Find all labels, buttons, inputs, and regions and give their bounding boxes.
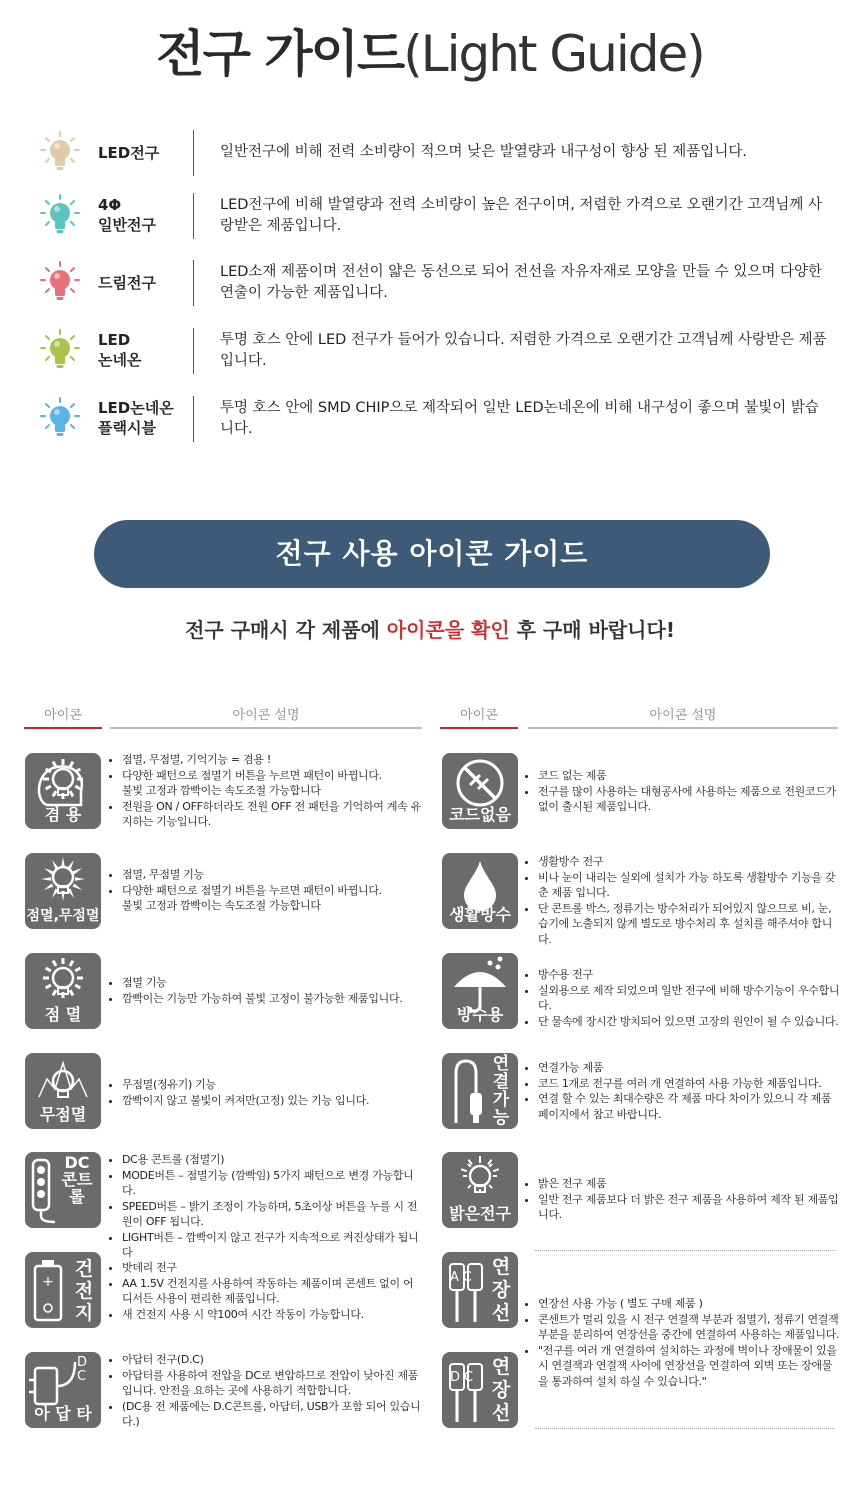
bulb-icon bbox=[40, 260, 80, 306]
icon-label: 연장선 bbox=[491, 1256, 511, 1324]
icon-label: 생활방수 bbox=[449, 905, 511, 924]
desc-line: • 무점멸(정유기) 기능 bbox=[122, 1077, 422, 1093]
type-divider bbox=[193, 396, 194, 442]
desc-list bbox=[112, 1352, 422, 1430]
icon-tile-right bbox=[442, 953, 518, 1029]
desc-line: • 콘센트가 멀리 있을 시 전구 연결잭 부분과 점멸기, 정류기 연결잭 부분을 분리하여 연장선을 중간에 연결하여 사용하는 제품입니다. bbox=[538, 1312, 840, 1343]
desc-line: • 깜빡이지 않고 불빛이 켜져만(고정) 있는 기능 입니다. bbox=[122, 1093, 422, 1109]
desc-line: • LIGHT버튼 – 깜빡이지 않고 전구가 지속적으로 켜진상태가 됩니다 bbox=[122, 1230, 422, 1261]
icon-tile-right bbox=[442, 1152, 518, 1228]
desc-line: • 점멸 기능 bbox=[122, 975, 422, 991]
type-divider bbox=[193, 260, 194, 306]
svg-text:+: + bbox=[42, 1274, 54, 1290]
desc-list bbox=[528, 1296, 840, 1389]
icon-label: 점 멸 bbox=[44, 1005, 82, 1024]
icon-label: 방수용 bbox=[456, 1005, 504, 1024]
header-icon-left: 아이콘 bbox=[44, 708, 82, 723]
icon-desc-left bbox=[112, 1352, 422, 1430]
bulb-type-name: LED 논네온 bbox=[98, 331, 142, 369]
icon-label: 코드없음 bbox=[449, 805, 511, 824]
icon-desc-left bbox=[112, 867, 422, 914]
desc-list bbox=[528, 768, 840, 815]
header-icon-right: 아이콘 bbox=[460, 708, 498, 723]
purchase-notice bbox=[0, 614, 860, 643]
bulb-type-row bbox=[0, 328, 860, 388]
desc-line: • DC용 콘트롤 (점멸기) bbox=[122, 1152, 422, 1168]
desc-list bbox=[112, 1077, 422, 1108]
bulb-type-desc: 일반전구에 비해 전력 소비량이 적으며 낮은 발열량과 내구성이 향상 된 제품입니다. bbox=[220, 144, 747, 160]
desc-line: • 연결가능 제품 bbox=[538, 1060, 840, 1076]
desc-line: • 연결 할 수 있는 최대수량은 각 제품 마다 차이가 있으니 각 제품 페이지에서 참고 바랍니다. bbox=[538, 1091, 840, 1122]
desc-list bbox=[528, 854, 840, 947]
bulb-type-name: LED전구 bbox=[98, 144, 160, 162]
icon-label: 겸 용 bbox=[44, 805, 82, 824]
icon-desc-right bbox=[528, 1060, 840, 1122]
icon-desc-left bbox=[112, 1260, 422, 1322]
type-divider bbox=[193, 328, 194, 374]
icon-tile-right bbox=[442, 1053, 518, 1129]
icon-label: 밝은전구 bbox=[449, 1204, 511, 1223]
bulb-type-row bbox=[0, 193, 860, 253]
desc-line: • AA 1.5V 건전지를 사용하여 작동하는 제품이며 콘센트 없이 어디서든 사용이 편리한 제품입니다. bbox=[122, 1276, 422, 1307]
bulb-type-row bbox=[0, 260, 860, 320]
type-divider bbox=[193, 130, 194, 176]
bulb-type-name: LED논네온 플랙시블 bbox=[98, 399, 174, 437]
header-desc-right: 아이콘 설명 bbox=[649, 708, 717, 723]
title-korean: 전구 가이드 bbox=[156, 25, 404, 83]
desc-line: • 점멸, 무점멸, 기억기능 = 겸용 ! bbox=[122, 752, 422, 768]
desc-line: • 단 물속에 장시간 방치되어 있으면 고장의 원인이 될 수 있습니다. bbox=[538, 1014, 840, 1030]
page-title bbox=[0, 14, 860, 86]
dotted-divider bbox=[535, 1428, 835, 1429]
header-underline-right-icon bbox=[440, 727, 518, 729]
icon-tile-left bbox=[25, 1053, 101, 1129]
bulb-icon bbox=[40, 328, 80, 374]
desc-list bbox=[112, 867, 422, 914]
desc-line: • 새 건전지 사용 시 약100여 시간 작동이 가능합니다. bbox=[122, 1307, 422, 1323]
desc-line: • 아답터 전구(D.C) bbox=[122, 1352, 422, 1368]
notice-highlight: 아이콘을 확인 bbox=[386, 618, 510, 642]
icon-tile-extension bbox=[442, 1252, 518, 1328]
header-underline-left-desc bbox=[110, 727, 422, 729]
desc-line: • MODE버튼 – 점멸기능 (깜빡임) 5가지 패턴으로 변경 가능합니다. bbox=[122, 1168, 422, 1199]
desc-list bbox=[528, 1060, 840, 1122]
desc-line: • 연장선 사용 가능 ( 별도 구매 제품 ) bbox=[538, 1296, 840, 1312]
icon-label: 건전지 bbox=[74, 1258, 94, 1324]
dotted-divider bbox=[535, 1250, 835, 1251]
icon-label: 점멸,무점멸 bbox=[26, 908, 100, 924]
icon-desc-right bbox=[528, 967, 840, 1029]
desc-list bbox=[112, 752, 422, 830]
header-underline-left-icon bbox=[24, 727, 102, 729]
icon-label: 아 답 타 bbox=[34, 1404, 92, 1423]
desc-list bbox=[112, 1260, 422, 1322]
bulb-type-desc: LED전구에 비해 발열량과 전력 소비량이 높은 전구이며, 저렴한 가격으로 오랜기간 고객님께 사랑받은 제품입니다. bbox=[220, 197, 822, 234]
notice-pre: 전구 구매시 각 제품에 bbox=[185, 618, 387, 642]
desc-list bbox=[528, 1176, 840, 1223]
icon-tile-extension bbox=[442, 1352, 518, 1428]
desc-line: • (DC용 전 제품에는 D.C콘트롤, 아답터, USB가 포함 되어 있습니다.) bbox=[122, 1399, 422, 1430]
bulb-type-name: 4Φ 일반전구 bbox=[98, 196, 156, 234]
desc-line: • 전구를 많이 사용하는 대형공사에 사용하는 제품으로 전원코드가 없이 출시된 제품입니다. bbox=[538, 784, 840, 815]
icon-desc-right bbox=[528, 854, 840, 947]
icon-desc-left bbox=[112, 752, 422, 830]
desc-line: • 일반 전구 제품보다 더 밝은 전구 제품을 사용하여 제작 된 제품입니다. bbox=[538, 1192, 840, 1223]
icon-desc-right bbox=[528, 1176, 840, 1223]
icon-desc-left bbox=[112, 1077, 422, 1108]
desc-line: • 다양한 패턴으로 점멸기 버튼을 누르면 패턴이 바뀝니다. 불빛 고정과 깜빡이는 속도조절 가능합니다 bbox=[122, 768, 422, 799]
icon-tile-left bbox=[25, 953, 101, 1029]
desc-line: • 밝은 전구 제품 bbox=[538, 1176, 840, 1192]
bulb-icon bbox=[40, 193, 80, 239]
icon-tile-left bbox=[25, 1252, 101, 1328]
icon-label: 무점멸 bbox=[39, 1105, 87, 1124]
icon-label: 연결가능 bbox=[492, 1054, 510, 1128]
title-english: (Light Guide) bbox=[403, 25, 704, 83]
desc-line: • 밧데리 전구 bbox=[122, 1260, 422, 1276]
icon-tile-left bbox=[25, 1152, 101, 1228]
icon-desc-left bbox=[112, 1152, 422, 1261]
desc-list bbox=[528, 967, 840, 1029]
desc-line: • SPEED버튼 – 밝기 조정이 가능하며, 5초이상 버튼을 누를 시 전원이 OFF 됩니다. bbox=[122, 1199, 422, 1230]
desc-line: • 다양한 패턴으로 점멸기 버튼을 누르면 패턴이 바뀝니다. 불빛 고정과 깜빡이는 속도조절 가능합니다 bbox=[122, 883, 422, 914]
desc-line: • 실외용으로 제작 되었으며 일반 전구에 비해 방수기능이 우수합니다. bbox=[538, 983, 840, 1014]
desc-list bbox=[112, 1152, 422, 1261]
bulb-type-row bbox=[0, 130, 860, 190]
desc-line: • "전구를 여러 개 연결하여 설치하는 과정에 벽이나 장애물이 있을 시 연결잭과 연결잭 사이에 연장선을 연결하여 외벽 또는 장애물을 통과하여 설치 하실 수 있습니다." bbox=[538, 1343, 840, 1390]
icon-desc-left bbox=[112, 975, 422, 1006]
plug-letters: DC bbox=[450, 1370, 478, 1385]
icon-desc-right bbox=[528, 768, 840, 815]
icon-guide-banner: 전구 사용 아이콘 가이드 bbox=[94, 520, 770, 588]
icon-tile-right bbox=[442, 753, 518, 829]
desc-line: • 코드 없는 제품 bbox=[538, 768, 840, 784]
plug-letters: AC bbox=[450, 1270, 476, 1285]
desc-list bbox=[112, 975, 422, 1006]
desc-line: • 비나 눈이 내리는 실외에 설치가 가능 하도록 생활방수 기능을 갖춘 제품 입니다. bbox=[538, 870, 840, 901]
icon-label: DC콘트롤 bbox=[61, 1153, 93, 1206]
desc-line: • 코드 1개로 전구를 여러 개 연결하여 사용 가능한 제품입니다. bbox=[538, 1076, 840, 1092]
bulb-icon bbox=[40, 130, 80, 176]
icon-tile-left bbox=[25, 753, 101, 829]
icon-tile-right bbox=[442, 853, 518, 929]
extension-desc bbox=[528, 1296, 840, 1389]
bulb-type-name: 드림전구 bbox=[98, 274, 156, 292]
dc-letters: DC bbox=[77, 1355, 88, 1384]
bulb-type-row bbox=[0, 396, 860, 456]
desc-line: • 아답터를 사용하여 전압을 DC로 변압하므로 전압이 낮아진 제품입니다. 안전을 요하는 곳에 사용하기 적합합니다. bbox=[122, 1368, 422, 1399]
bulb-type-desc: LED소재 제품이며 전선이 얇은 동선으로 되어 전선을 자유자재로 모양을 만들 수 있으며 다양한 연출이 가능한 제품입니다. bbox=[220, 264, 822, 301]
icon-tile-left bbox=[25, 853, 101, 929]
bulb-type-desc: 투명 호스 안에 SMD CHIP으로 제작되어 일반 LED논네온에 비해 내구성이 좋으며 불빛이 밝습니다. bbox=[220, 400, 819, 437]
icon-label: 연장선 bbox=[491, 1356, 511, 1424]
desc-line: • 생활방수 전구 bbox=[538, 854, 840, 870]
desc-line: • 점멸, 무점멸 기능 bbox=[122, 867, 422, 883]
icon-tile-left bbox=[25, 1352, 101, 1428]
header-underline-right-desc bbox=[528, 727, 838, 729]
header-desc-left: 아이콘 설명 bbox=[232, 708, 300, 723]
desc-line: • 단 콘트롤 박스, 정류기는 방수처리가 되어있지 않으므로 비, 눈, 습기에 노출되지 않게 별도로 방수처리 후 설치를 해주셔야 합니다. bbox=[538, 901, 840, 948]
notice-post: 후 구매 바랍니다! bbox=[509, 618, 675, 642]
bulb-icon bbox=[40, 396, 80, 442]
type-divider bbox=[193, 193, 194, 239]
desc-line: • 방수용 전구 bbox=[538, 967, 840, 983]
bulb-type-desc: 투명 호스 안에 LED 전구가 들어가 있습니다. 저렴한 가격으로 오랜기간 고객님께 사랑받은 제품입니다. bbox=[220, 332, 827, 369]
desc-line: • 깜빡이는 기능만 가능하여 불빛 고정이 불가능한 제품입니다. bbox=[122, 991, 422, 1007]
desc-line: • 전원을 ON / OFF하더라도 전원 OFF 전 패턴을 기억하여 계속 유지하는 기능입니다. bbox=[122, 799, 422, 830]
